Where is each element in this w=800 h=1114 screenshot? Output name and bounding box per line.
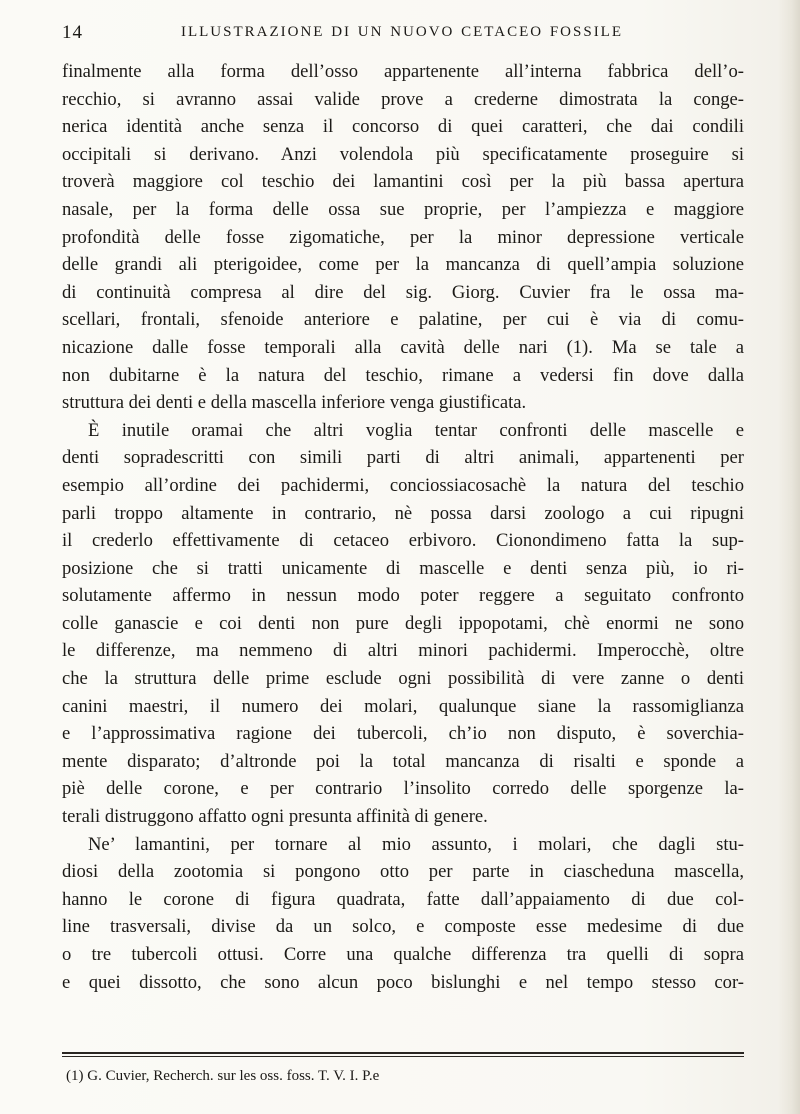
text-line: nicazione dalle fosse temporali alla cavità delle nari (1). Ma se tale a (62, 336, 744, 358)
text-line: troverà maggiore col teschio dei lamantini così per la più bassa apertura (62, 171, 744, 193)
paragraph-start-line: È inutile oramai che altri voglia tentar confronti delle mascelle e (88, 419, 744, 441)
paragraph-end-line: terali distruggono affatto ogni presunta affinità di genere. (62, 806, 488, 828)
text-line: non dubitarne è la natura del teschio, rimane a vedersi fin dove dalla (62, 364, 744, 386)
running-title: ILLUSTRAZIONE DI UN NUOVO CETACEO FOSSILE (180, 24, 624, 40)
text-line: hanno le corone di figura quadrata, fatte dall’appaiamento di due col- (62, 888, 744, 910)
text-line: piè delle corone, e per contrario l’insolito corredo delle sporgenze la- (62, 778, 744, 800)
page-number: 14 (62, 22, 83, 43)
footnote-rule-thin (62, 1056, 744, 1057)
text-line: profondità delle fosse zigomatiche, per la minor depressione verticale (62, 226, 744, 248)
text-line: le differenze, ma nemmeno di altri minori pachidermi. Imperocchè, oltre (62, 640, 744, 662)
page-edge-shadow (778, 0, 800, 1114)
text-line: delle grandi ali pterigoidee, come per la mancanza di quell’ampia soluzione (62, 254, 744, 276)
text-line: recchio, si avranno assai valide prove a crederne dimostrata la conge- (62, 88, 744, 110)
body-text (62, 58, 744, 996)
text-line: e quei dissotto, che sono alcun poco bislunghi e nel tempo stesso cor- (62, 971, 744, 993)
text-line: nerica identità anche senza il concorso di quei caratteri, che dai condili (62, 116, 744, 138)
paragraph-end-line: struttura dei denti e della mascella inferiore venga giustificata. (62, 392, 527, 414)
text-line: denti sopradescritti con simili parti di altri animali, appartenenti per (62, 447, 744, 469)
text-line: di continuità compresa al dire del sig. Giorg. Cuvier fra le ossa ma- (62, 281, 744, 303)
footnote-rule-thick (62, 1052, 744, 1054)
text-line: canini maestri, il numero dei molari, qualunque siane la rassomiglianza (62, 695, 744, 717)
text-line: colle ganascie e coi denti non pure degli ippopotami, chè enormi ne sono (62, 612, 744, 634)
text-line: nasale, per la forma delle ossa sue proprie, per l’ampiezza e maggiore (62, 198, 744, 220)
text-line: scellari, frontali, sfenoide anteriore e palatine, per cui è via di comu- (62, 309, 744, 331)
text-line: solutamente affermo in nessun modo poter reggere a seguitato confronto (62, 585, 744, 607)
text-line: esempio all’ordine dei pachidermi, conciossiacosachè la natura del teschio (62, 474, 744, 496)
text-line: che la struttura delle prime esclude ogni possibilità di vere zanne o denti (62, 668, 744, 690)
text-line: finalmente alla forma dell’osso appartenente all’interna fabbrica dell’o- (62, 61, 744, 82)
text-line: e l’approssimativa ragione dei tubercoli, ch’io non disputo, è soverchia- (62, 723, 744, 745)
text-line: posizione che si tratti unicamente di mascelle e denti senza più, io ri- (62, 557, 744, 579)
paragraph-start-line: Ne’ lamantini, per tornare al mio assunto, i molari, che dagli stu- (88, 833, 744, 855)
text-line: o tre tubercoli ottusi. Corre una qualche differenza tra quelli di sopra (62, 944, 744, 965)
footnote: (1) G. Cuvier, Recherch. sur les oss. foss. T. V. I. P.e (66, 1068, 380, 1084)
text-line: diosi della zootomia si pongono otto per parte in ciascheduna mascella, (62, 861, 744, 883)
page-header (62, 22, 742, 46)
text-line: parli troppo altamente in contrario, nè possa darsi zoologo a cui ripugni (62, 502, 744, 524)
text-line: occipitali si derivano. Anzi volendola più specificatamente proseguire si (62, 143, 744, 165)
text-line: line trasversali, divise da un solco, e composte esse medesime di due (62, 916, 744, 938)
text-line: il crederlo effettivamente di cetaceo erbivoro. Cionondimeno fatta la sup- (62, 530, 744, 552)
text-line: mente disparato; d’altronde poi la total mancanza di risalti e sponde a (62, 750, 744, 772)
